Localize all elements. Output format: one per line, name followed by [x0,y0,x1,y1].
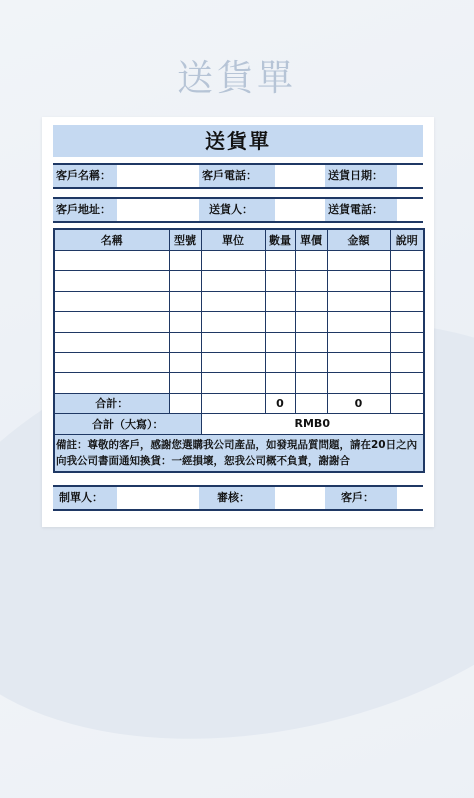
table-cell[interactable] [169,271,201,291]
table-cell[interactable] [295,312,327,332]
col-header-note: 說明 [390,229,424,251]
table-cell[interactable] [265,373,295,393]
table-cell[interactable] [265,332,295,352]
customer-sign-field[interactable] [397,487,423,509]
table-cell[interactable] [265,271,295,291]
table-row[interactable] [54,352,424,372]
table-row[interactable] [54,271,424,291]
subtotal-quantity: 0 [265,393,295,413]
table-cell[interactable] [327,312,390,332]
customer-phone-field[interactable] [275,165,325,187]
table-row[interactable] [54,373,424,393]
note-text: 備註：尊敬的客戶，感謝您選購我公司產品，如發現品質問題，請在20日之內向我公司書面通知換貨：一經損壞，恕我公司概不負責，謝謝合 [54,434,424,472]
subtotal-label: 合計： [54,393,169,413]
table-cell[interactable] [390,291,424,311]
items-table [53,228,425,473]
table-cell[interactable] [327,271,390,291]
table-cell[interactable] [390,332,424,352]
table-cell[interactable] [295,291,327,311]
form-title: 送貨單 [53,125,423,157]
col-header-model: 型號 [169,229,201,251]
table-cell[interactable] [201,251,265,271]
table-cell[interactable] [169,251,201,271]
table-cell[interactable] [295,251,327,271]
table-cell[interactable] [327,352,390,372]
table-cell[interactable] [295,271,327,291]
col-header-amount: 金額 [327,229,390,251]
subtotal-amount: 0 [327,393,390,413]
table-header-row [54,229,424,251]
table-cell[interactable] [54,312,169,332]
table-row[interactable] [54,312,424,332]
table-cell[interactable] [201,271,265,291]
total-caps-label: 合計（大寫）： [54,414,201,434]
table-cell[interactable] [201,373,265,393]
maker-field[interactable] [117,487,199,509]
table-cell[interactable] [54,373,169,393]
col-header-name: 名稱 [54,229,169,251]
table-cell[interactable] [390,312,424,332]
col-header-quantity: 數量 [265,229,295,251]
reviewer-field[interactable] [275,487,325,509]
table-cell[interactable] [169,332,201,352]
signature-row [53,485,423,511]
table-cell[interactable] [169,312,201,332]
table-cell[interactable] [390,393,424,413]
total-caps-row [54,414,424,434]
customer-name-field[interactable] [117,165,199,187]
table-cell[interactable] [327,332,390,352]
delivery-form-sheet [42,117,434,527]
table-cell[interactable] [390,251,424,271]
reviewer-label: 審核： [199,487,275,509]
table-cell[interactable] [54,251,169,271]
deliverer-label: 送貨人： [199,199,275,221]
deliverer-field[interactable] [275,199,325,221]
table-cell[interactable] [169,373,201,393]
table-cell[interactable] [295,332,327,352]
table-cell[interactable] [54,291,169,311]
customer-sign-label: 客戶： [325,487,397,509]
table-cell[interactable] [201,332,265,352]
col-header-unit: 單位 [201,229,265,251]
table-cell[interactable] [169,393,201,413]
maker-label: 制單人： [53,487,117,509]
table-row[interactable] [54,291,424,311]
table-cell[interactable] [265,312,295,332]
table-cell[interactable] [295,352,327,372]
customer-name-label: 客戶名稱： [53,165,117,187]
table-cell[interactable] [265,251,295,271]
table-cell[interactable] [327,251,390,271]
table-cell[interactable] [327,373,390,393]
customer-phone-label: 客戶電話： [199,165,275,187]
table-cell[interactable] [390,271,424,291]
table-cell[interactable] [201,291,265,311]
table-cell[interactable] [390,373,424,393]
customer-address-label: 客戶地址： [53,199,117,221]
customer-address-field[interactable] [117,199,199,221]
table-row[interactable] [54,332,424,352]
table-cell[interactable] [390,352,424,372]
table-cell[interactable] [54,271,169,291]
table-cell[interactable] [169,291,201,311]
page-heading: 送貨單 [176,58,297,99]
table-cell[interactable] [201,393,265,413]
info-row-address [53,197,423,223]
table-cell[interactable] [169,352,201,372]
table-cell[interactable] [54,352,169,372]
note-row [54,434,424,472]
table-cell[interactable] [295,393,327,413]
table-row[interactable] [54,251,424,271]
subtotal-row [54,393,424,413]
total-caps-value: RMB0 [201,414,424,434]
table-cell[interactable] [265,352,295,372]
delivery-date-field[interactable] [397,165,423,187]
table-cell[interactable] [201,352,265,372]
table-cell[interactable] [327,291,390,311]
info-row-customer [53,163,423,189]
col-header-price: 單價 [295,229,327,251]
delivery-phone-field[interactable] [397,199,423,221]
table-cell[interactable] [265,291,295,311]
table-cell[interactable] [54,332,169,352]
table-cell[interactable] [295,373,327,393]
delivery-date-label: 送貨日期： [325,165,397,187]
delivery-phone-label: 送貨電話： [325,199,397,221]
table-cell[interactable] [201,312,265,332]
